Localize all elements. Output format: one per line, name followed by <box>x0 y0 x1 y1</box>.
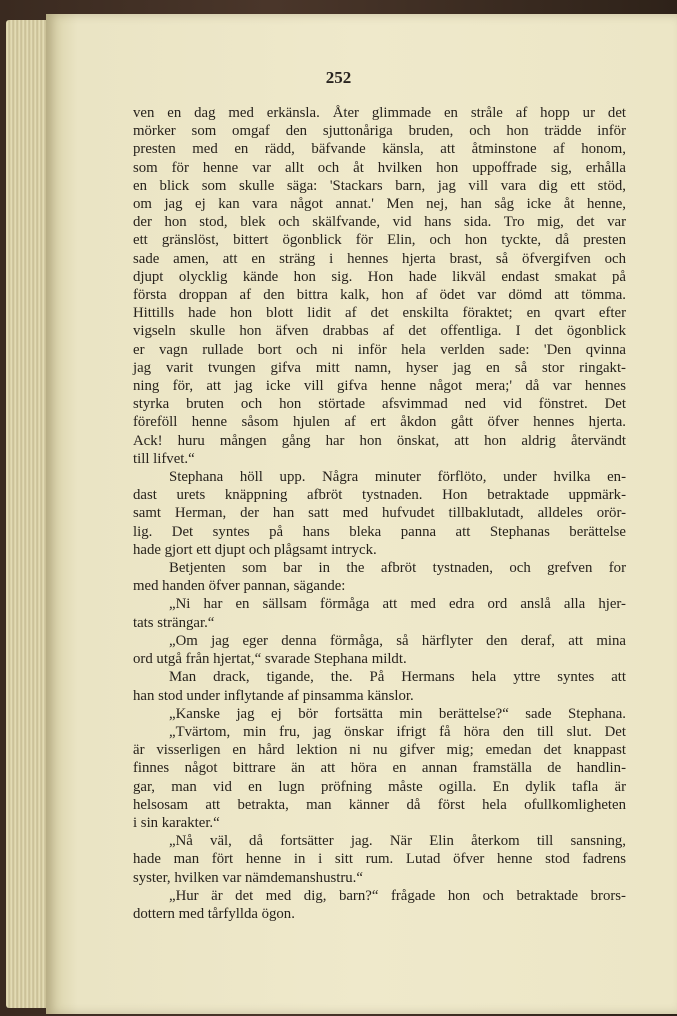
text-line: presten med en rädd, bäfvande känsla, att åtminstone af honom, <box>133 141 626 158</box>
text-line: mörker som omgaf den sjuttonåriga bruden, och hon trädde inför <box>133 123 626 140</box>
text-line: helsosam att betrakta, man känner då först hela ofullkomligheten <box>133 796 626 813</box>
text-line: djupt olycklig kände hon sig. Hon hade likväl endast smakat på <box>133 268 626 285</box>
text-line: „Tvärtom, min fru, jag önskar ifrigt få höra den till slut. Det <box>169 723 626 740</box>
text-line: ord utgå från hjertat,“ svarade Stephana mildt. <box>133 651 407 668</box>
text-line: ven en dag med erkänsla. Åter glimmade en stråle af hopp ur det <box>133 105 626 121</box>
text-line: dottern med tårfyllda ögon. <box>133 905 295 922</box>
text-line: som för henne var allt och åt hvilken hon uppoffrade sig, erhålla <box>133 159 626 176</box>
text-line: första droppan af den bittra kalk, hon af ödet var dömd att tömma. <box>133 287 626 304</box>
text-line: „Kanske jag ej bör fortsätta min berättelse?“ sade Stephana. <box>169 705 626 722</box>
text-line: jag varit tvungen gifva mitt namn, hyser jag en så stor ringakt- <box>133 359 626 376</box>
page-number: 252 <box>325 68 352 87</box>
text-line: styrka bruten och hon störtade afsvimmad ned vid fönstret. Det <box>133 396 626 413</box>
text-line: „Ni har en sällsam förmåga att med edra ord anslå alla hjer- <box>169 596 626 613</box>
text-line: lig. Det syntes på hans bleka panna att Stephanas berättelse <box>133 523 626 540</box>
text-line: Hittills hade hon blott lidit af det enskilta föraktet; en qvart efter <box>133 305 626 322</box>
text-line: med handen öfver pannan, sägande: <box>133 578 346 595</box>
text-line: ning för, att jag icke vill gifva henne något mera;' då var hennes <box>133 378 626 395</box>
text-line: ett gränslöst, bittert ögonblick för Elin, och hon tyckte, då presten <box>133 232 626 249</box>
text-line: hade gjort ett djupt och plågsamt intryck. <box>133 541 377 558</box>
text-line: han stod under inflytande af pinsamma känslor. <box>133 687 414 704</box>
text-line: sade amen, att en sträng i hennes hjerta brast, så öfvergifven och <box>133 250 626 267</box>
text-line: dast urets knäppning afbröt tystnaden. Hon betraktade uppmärk- <box>133 487 626 504</box>
text-line: gar, man vid en lugn pröfning måste ogilla. En dylik tafla är <box>133 778 626 795</box>
text-line: är visserligen en hård lektion ni nu gifver mig; emedan det knappast <box>133 742 626 759</box>
text-line: i sin karakter.“ <box>133 814 220 831</box>
text-line: Ack! huru mången gång har hon önskat, att hon aldrig återvändt <box>133 432 626 449</box>
text-line: der hon stod, blek och skälfvande, vid hans sida. Tro mig, det var <box>133 214 626 231</box>
text-line: föreföll henne såsom hjulen af ert åkdon gått öfver hennes hjerta. <box>133 414 626 431</box>
text-line: hade man fört henne in i sitt rum. Lutad öfver henne stod fadrens <box>133 851 626 868</box>
text-line: vigseln skulle hon äfven drabbas af det offentliga. I det ögonblick <box>133 323 626 340</box>
text-line: tats strängar.“ <box>133 614 215 631</box>
text-line: om jag ej kan vara något annat.' Men nej, han såg icke åt henne, <box>133 196 626 213</box>
text-line: „Hur är det med dig, barn?“ frågade hon och betraktade brors- <box>169 887 626 904</box>
text-line: „Nå väl, då fortsätter jag. När Elin återkom till sansning, <box>169 833 626 850</box>
text-line: samt Herman, der han satt med hufvudet tillbaklutadt, alldeles orör- <box>133 505 626 522</box>
page-text <box>133 104 626 923</box>
text-line: er vagn rullade bort och ni inför hela verlden sade: 'Den qvinna <box>133 341 626 358</box>
text-line: „Om jag eger denna förmåga, så härflyter den deraf, att mina <box>169 632 626 649</box>
text-line: Betjenten som bar in the afbröt tystnaden, och grefven for <box>169 560 626 577</box>
text-line: en blick som skulle säga: 'Stackars barn, jag vill vara dig ett stöd, <box>133 177 626 194</box>
text-line: finnes något bittrare än att höra en annan framställa de handlin- <box>133 760 626 777</box>
text-line: Stephana höll upp. Några minuter förflöto, under hvilka en- <box>169 469 626 486</box>
text-line: till lifvet.“ <box>133 450 195 467</box>
text-line: syster, hvilken var nämdemanshustru.“ <box>133 869 363 886</box>
text-line: Man drack, tigande, the. På Hermans hela yttre syntes att <box>169 669 626 686</box>
